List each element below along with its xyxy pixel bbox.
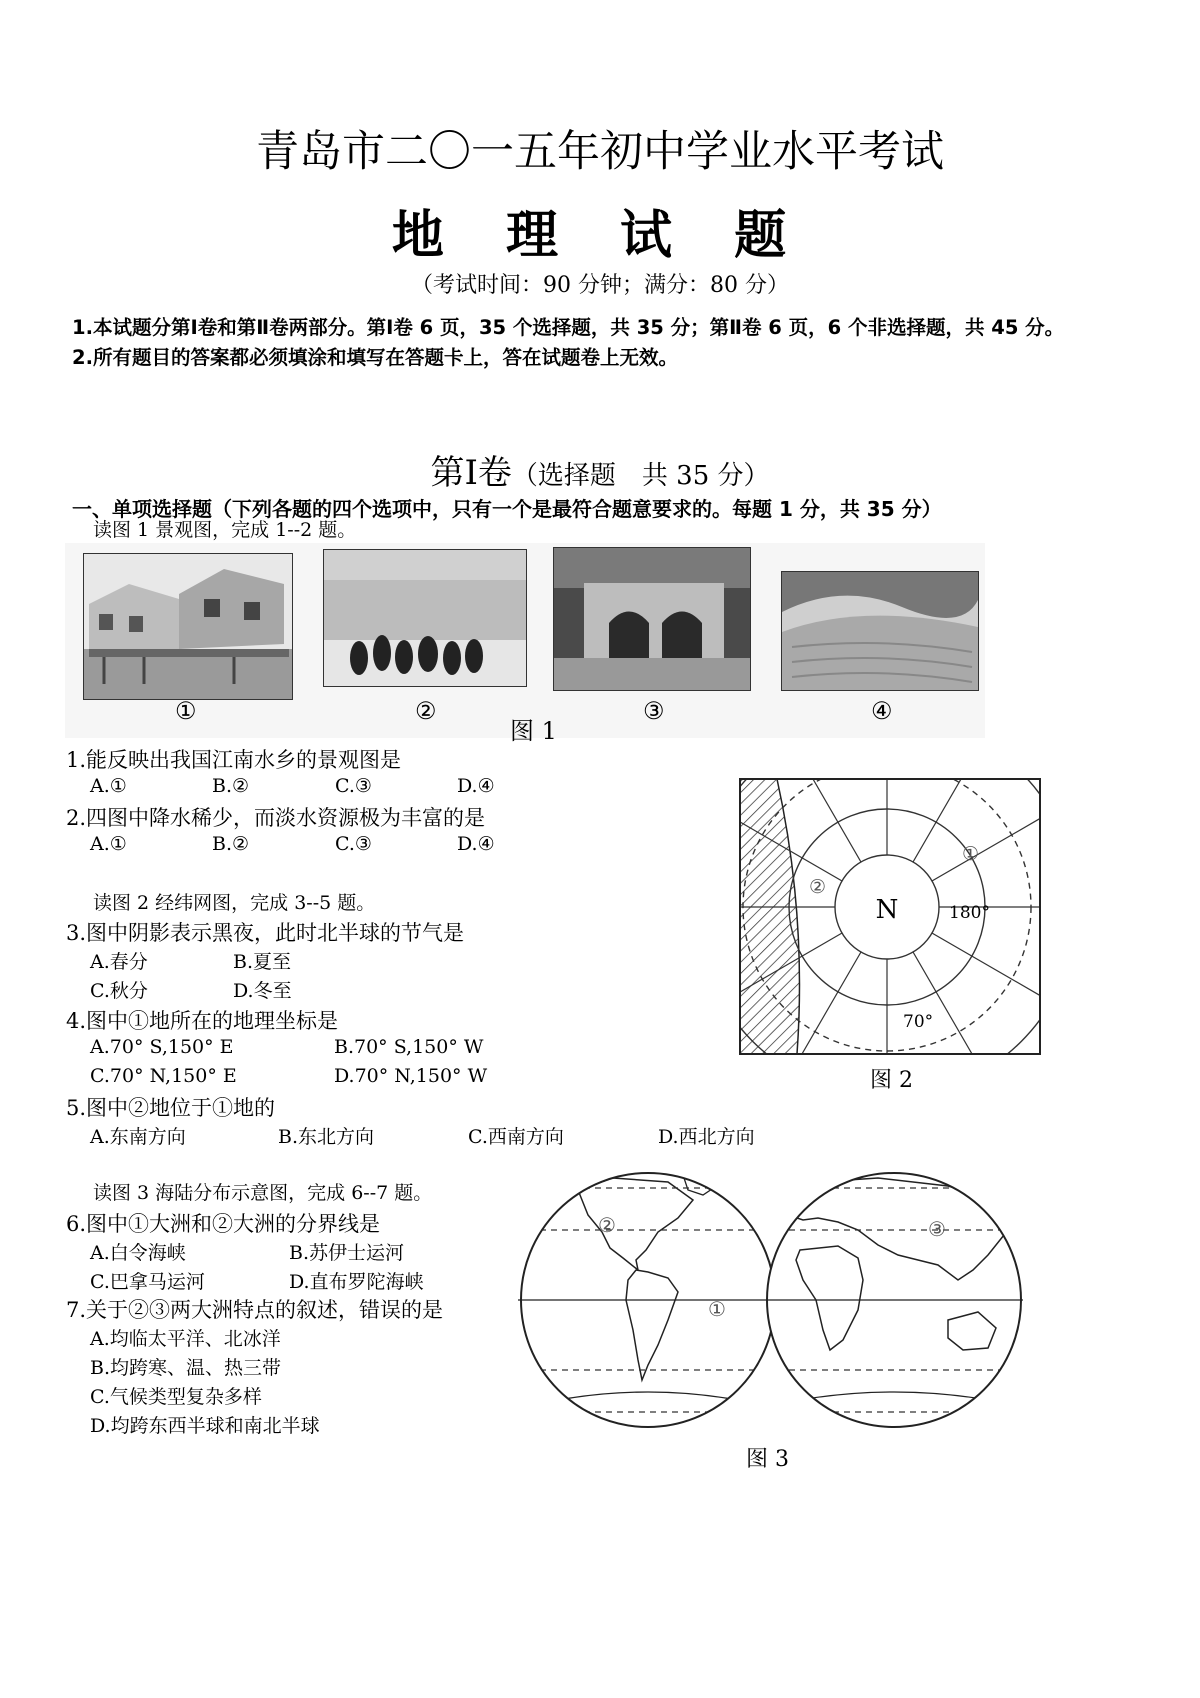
world-map-label-2: ② — [598, 1213, 616, 1237]
question-5-option-c: C.西南方向 — [468, 1126, 564, 1148]
question-7-option-b: B.均跨寒、温、热三带 — [90, 1357, 282, 1379]
figure1-label-4: ④ — [871, 697, 893, 725]
question-6-option-d: D.直布罗陀海峡 — [289, 1271, 424, 1293]
question-7-option-a: A.均临太平洋、北冰洋 — [90, 1328, 281, 1350]
question-4-option-c: C.70° N,150° E — [90, 1065, 237, 1087]
landscape-photo-desert — [781, 571, 979, 691]
question-1-option-a: A.① — [90, 775, 127, 797]
exam-time-info: （考试时间：90 分钟；满分：80 分） — [411, 273, 789, 298]
landscape-photo-cave-dwelling — [553, 547, 751, 691]
figure3-caption: 图 3 — [746, 1447, 789, 1472]
graticule-point-1: ① — [962, 843, 980, 865]
volume-subtitle: （选择题 共 35 分） — [511, 461, 770, 491]
instruction-note-1: 1.本试题分第Ⅰ卷和第Ⅱ卷两部分。第Ⅰ卷 6 页，35 个选择题，共 35 分；第Ⅱ卷 6 页，6 个非选择题，共 45 分。 — [72, 316, 1065, 339]
figure1-label-1: ① — [175, 697, 197, 725]
figure1-caption: 图 1 — [510, 717, 557, 745]
question-6-stem: 6.图中①大洲和②大洲的分界线是 — [66, 1212, 381, 1236]
question-5-option-a: A.东南方向 — [90, 1126, 186, 1148]
question-7-stem: 7.关于②③两大洲特点的叙述，错误的是 — [66, 1298, 444, 1322]
instruction-note-2: 2.所有题目的答案都必须填涂和填写在答题卡上，答在试题卷上无效。 — [72, 346, 678, 369]
figure1-label-3: ③ — [643, 697, 665, 725]
question-2-option-d: D.④ — [457, 833, 495, 855]
figure2-graticule — [735, 775, 1047, 1093]
question-2-option-c: C.③ — [335, 833, 372, 855]
subject-title: 地 理 试 题 — [391, 205, 809, 266]
figure2-caption: 图 2 — [870, 1068, 913, 1093]
question-7-option-d: D.均跨东西半球和南北半球 — [90, 1415, 320, 1437]
question-3-option-a: A.春分 — [90, 951, 148, 973]
graticule-lon-label: 180° — [949, 903, 990, 923]
graticule-north-pole-label: N — [875, 895, 899, 925]
question-3-option-c: C.秋分 — [90, 980, 148, 1002]
question-2-option-a: A.① — [90, 833, 127, 855]
question-5-stem: 5.图中②地位于①地的 — [66, 1096, 276, 1120]
question-1-option-b: B.② — [212, 775, 250, 797]
question-1-option-c: C.③ — [335, 775, 372, 797]
world-map-label-3: ③ — [928, 1217, 946, 1241]
question-6-option-c: C.巴拿马运河 — [90, 1271, 205, 1293]
volume-title: 第Ⅰ卷 — [430, 453, 512, 493]
question-3-option-b: B.夏至 — [233, 951, 292, 973]
figure2-intro: 读图 2 经纬网图，完成 3--5 题。 — [93, 892, 376, 914]
landscape-photo-penguins — [323, 549, 527, 687]
figure3-world-map — [518, 1160, 1023, 1478]
question-4-option-d: D.70° N,150° W — [334, 1065, 488, 1087]
graticule-lat-label: 70° — [903, 1012, 934, 1032]
question-6-option-b: B.苏伊士运河 — [289, 1242, 405, 1264]
figure1-label-2: ② — [415, 697, 437, 725]
exam-title: 青岛市二〇一五年初中学业水平考试 — [256, 127, 944, 177]
question-4-stem: 4.图中①地所在的地理坐标是 — [66, 1009, 339, 1033]
figure1-landscapes — [65, 543, 985, 745]
question-4-option-a: A.70° S,150° E — [90, 1036, 234, 1058]
landscape-photo-watertown — [83, 553, 293, 700]
graticule-point-2: ② — [809, 876, 827, 898]
question-7-option-c: C.气候类型复杂多样 — [90, 1386, 262, 1408]
question-3-stem: 3.图中阴影表示黑夜，此时北半球的节气是 — [66, 921, 465, 945]
question-1-option-d: D.④ — [457, 775, 495, 797]
figure1-intro: 读图 1 景观图，完成 1--2 题。 — [93, 519, 357, 541]
figure3-intro: 读图 3 海陆分布示意图，完成 6--7 题。 — [93, 1182, 433, 1204]
question-4-option-b: B.70° S,150° W — [334, 1036, 484, 1058]
question-2-stem: 2.四图中降水稀少，而淡水资源极为丰富的是 — [66, 806, 486, 830]
question-2-option-b: B.② — [212, 833, 250, 855]
section-heading: 一、单项选择题（下列各题的四个选项中，只有一个是最符合题意要求的。每题 1 分，共 35 分） — [72, 497, 942, 521]
question-5-option-d: D.西北方向 — [658, 1126, 755, 1148]
question-5-option-b: B.东北方向 — [278, 1126, 375, 1148]
volume-heading — [0, 445, 1200, 494]
question-6-option-a: A.白令海峡 — [90, 1242, 186, 1264]
world-map-label-1: ① — [708, 1297, 726, 1321]
question-3-option-d: D.冬至 — [233, 980, 292, 1002]
question-1-stem: 1.能反映出我国江南水乡的景观图是 — [66, 748, 402, 772]
